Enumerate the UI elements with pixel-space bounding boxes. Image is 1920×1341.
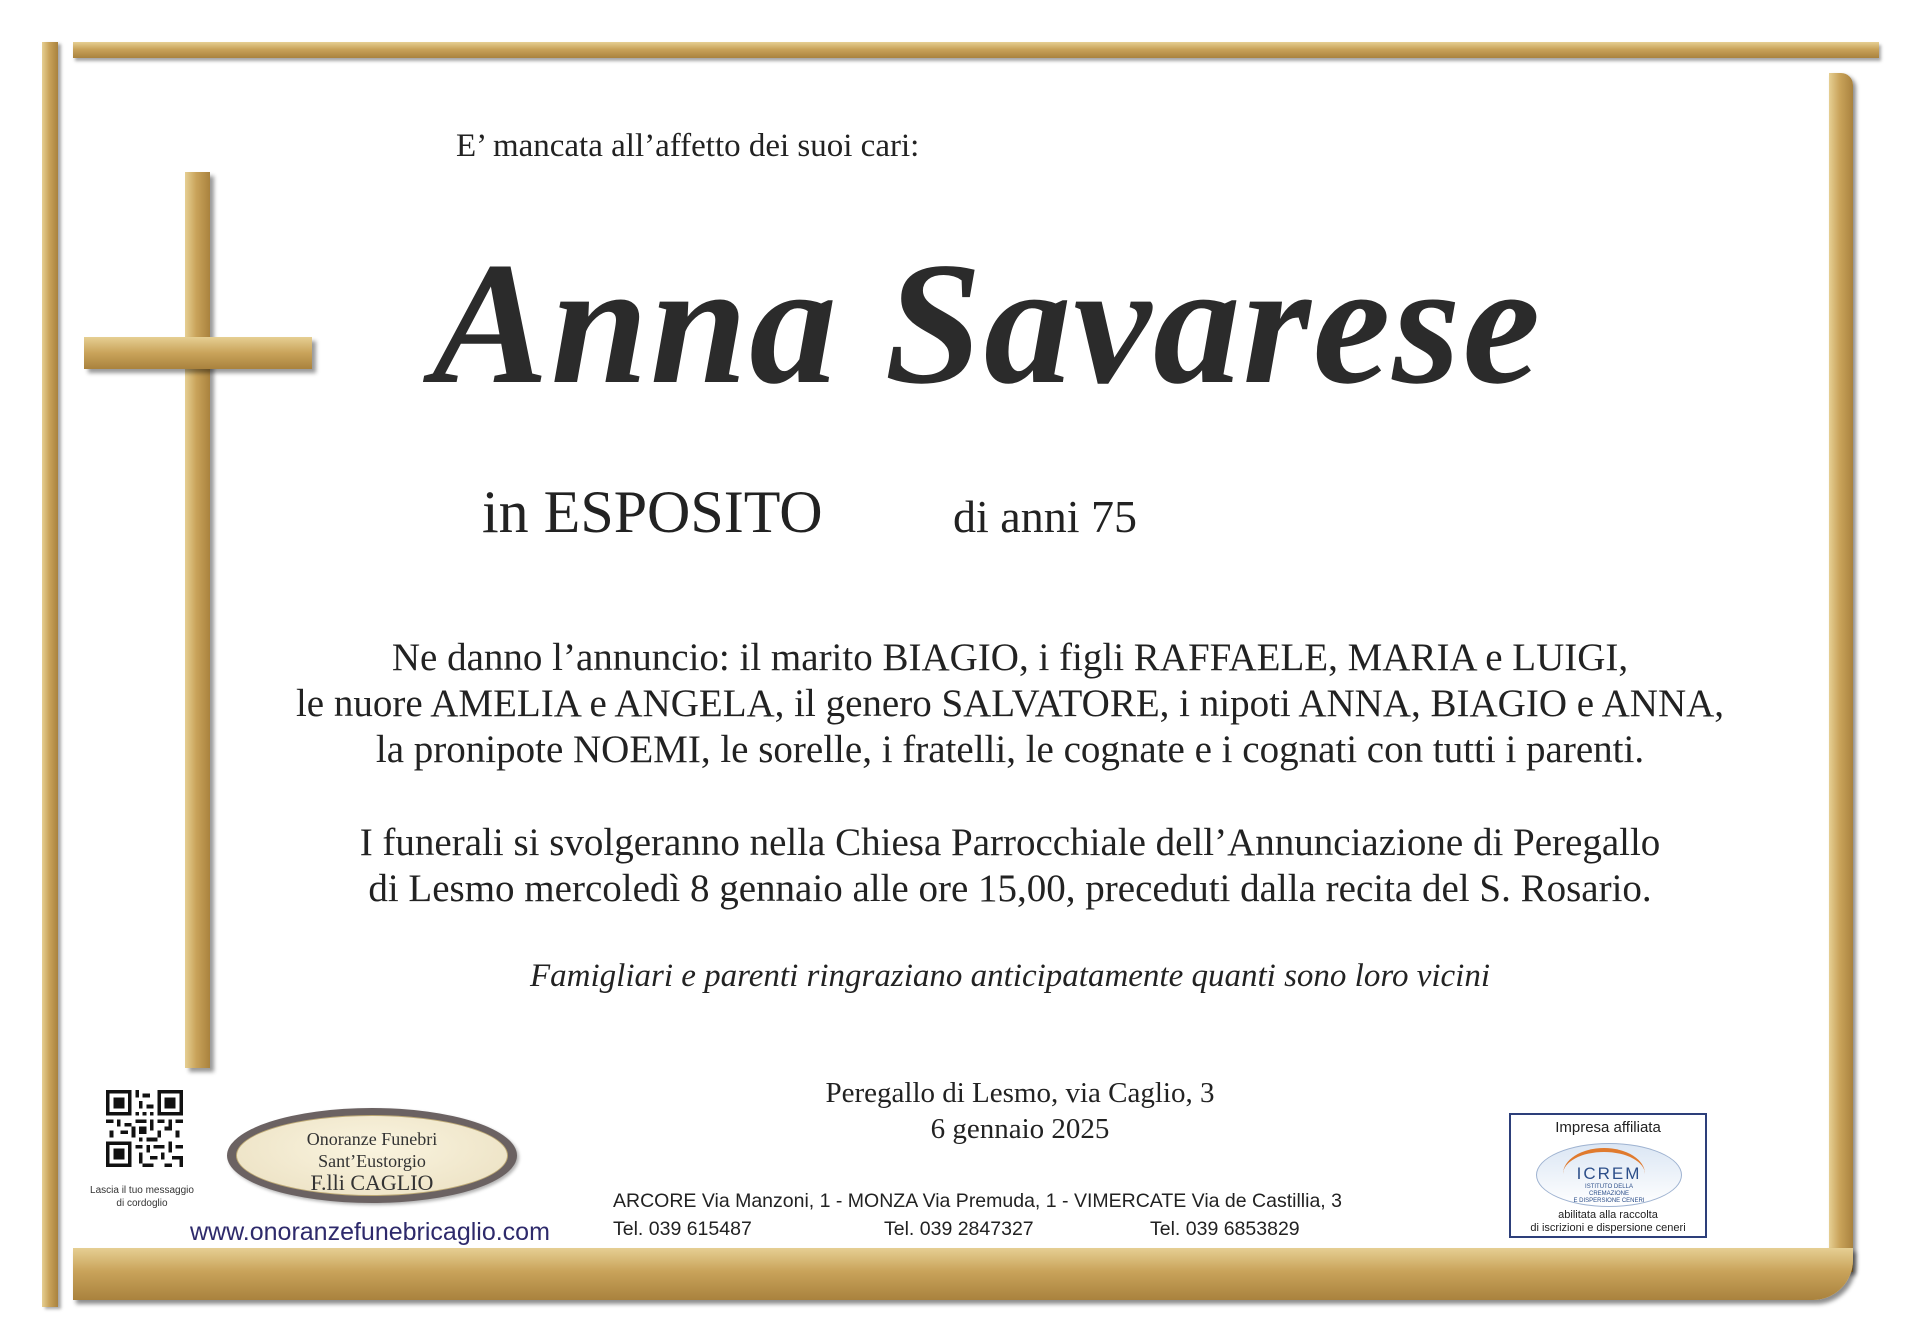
thanks-line: Famigliari e parenti ringraziano anticipatamente quanti sono loro vicini — [530, 958, 1490, 994]
logo-subtitle — [1537, 1184, 1681, 1205]
logo-line: Onoranze Funebri — [306, 1129, 438, 1149]
branch-addresses: ARCORE Via Manzoni, 1 - MONZA Via Premuda, 1 - VIMERCATE Via de Castillia, 3 — [613, 1190, 1342, 1212]
frame-left-border — [42, 42, 58, 1307]
cross-vertical-bar — [185, 172, 210, 1068]
badge-caption-line: di iscrizioni e dispersione ceneri — [1530, 1222, 1686, 1234]
married-name: in ESPOSITO — [482, 479, 823, 545]
logo-line: F.lli CAGLIO — [310, 1170, 434, 1195]
logo-line: Sant’Eustorgio — [318, 1151, 426, 1171]
phone-vimercate: Tel. 039 6853829 — [1150, 1218, 1300, 1240]
logo-subtitle-line: CREMAZIONE — [1588, 1191, 1629, 1197]
funeral-line: di Lesmo mercoledì 8 gennaio alle ore 15,00, preceduti dalla recita del S. Rosario. — [368, 867, 1652, 910]
logo-name: ICREM — [1576, 1164, 1642, 1183]
badge-title: Impresa affiliata — [1555, 1119, 1661, 1136]
frame-bottom-border — [73, 1248, 1853, 1300]
date: 6 gennaio 2025 — [930, 1113, 1110, 1145]
badge-caption — [1511, 1209, 1705, 1235]
qr-caption — [78, 1184, 206, 1210]
affiliation-badge — [1509, 1113, 1707, 1238]
intro-line: E’ mancata all’affetto dei suoi cari: — [456, 128, 920, 164]
place-and-date — [700, 1075, 1340, 1147]
announcement-line: le nuore AMELIA e ANGELA, il genero SALVATORE, i nipoti ANNA, BIAGIO e ANNA, — [295, 682, 1725, 725]
funeral-paragraph — [170, 820, 1850, 912]
website-link[interactable]: www.onoranzefunebricaglio.com — [190, 1218, 550, 1246]
cross-horizontal-bar — [84, 337, 312, 369]
funeral-home-logo-inner — [236, 1115, 508, 1196]
logo-subtitle-line: E DISPERSIONE CENERI — [1573, 1198, 1645, 1204]
qr-caption-line: Lascia il tuo messaggio — [90, 1185, 194, 1196]
frame-top-border — [73, 42, 1879, 58]
badge-caption-line: abilitata alla raccolta — [1558, 1209, 1658, 1221]
icrem-logo-icon — [1536, 1143, 1682, 1207]
deceased-name: Anna Savarese — [432, 226, 1543, 420]
logo-subtitle-line: ISTITUTO DELLA — [1585, 1184, 1633, 1190]
phone-arcore: Tel. 039 615487 — [613, 1218, 752, 1240]
announcement-paragraph — [170, 635, 1850, 773]
phone-monza: Tel. 039 2847327 — [884, 1218, 1034, 1240]
age: di anni 75 — [953, 491, 1137, 542]
place: Peregallo di Lesmo, via Caglio, 3 — [825, 1077, 1215, 1109]
funeral-home-logo — [227, 1108, 517, 1203]
qr-caption-line: di cordoglio — [116, 1198, 168, 1209]
funeral-line: I funerali si svolgeranno nella Chiesa Parrocchiale dell’Annunciazione di Peregallo — [359, 821, 1661, 864]
announcement-line: la pronipote NOEMI, le sorelle, i fratelli, le cognate e i cognati con tutti i parenti. — [375, 728, 1645, 771]
announcement-line: Ne danno l’annuncio: il marito BIAGIO, i figli RAFFAELE, MARIA e LUIGI, — [391, 636, 1629, 679]
qr-code-icon[interactable] — [106, 1090, 183, 1167]
